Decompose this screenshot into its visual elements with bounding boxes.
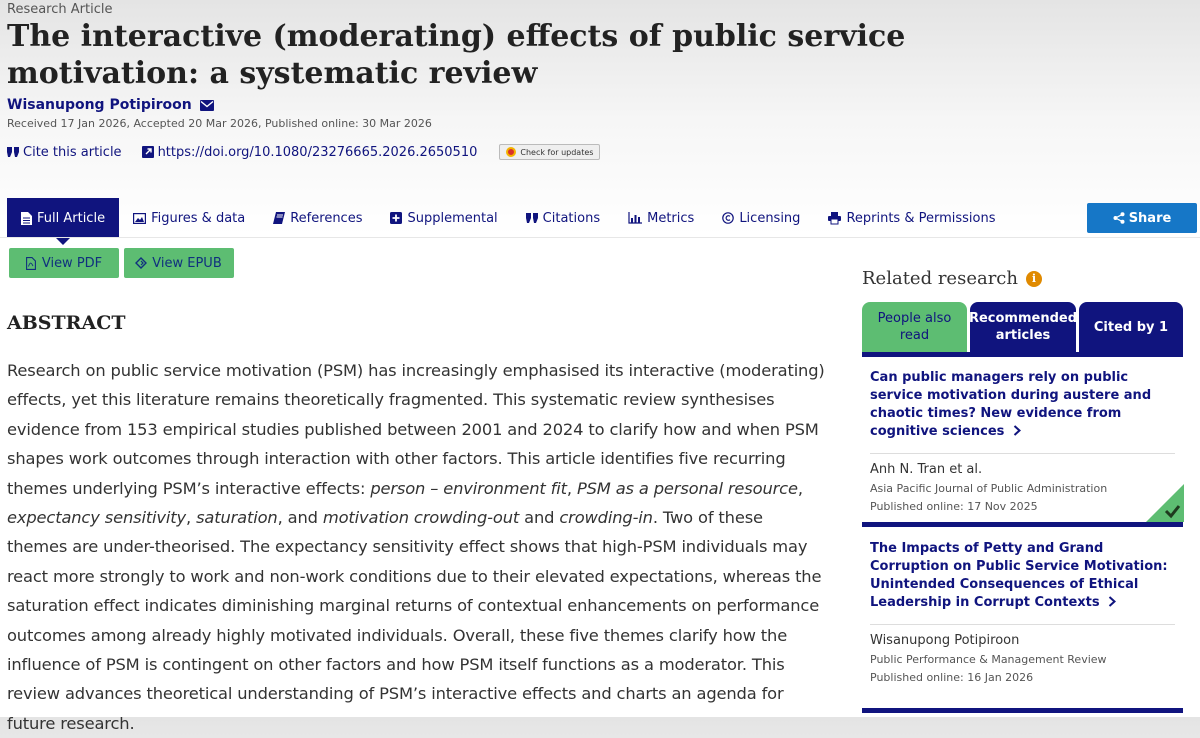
article-title: The interactive (moderating) effects of public service motivation: a systematic review [7,19,906,91]
tab-references[interactable] [259,198,376,238]
abstract-theme: expectancy sensitivity [7,508,187,528]
doi-text: https://doi.org/10.1080/23276665.2026.2650510 [157,144,478,160]
share-button[interactable] [1087,203,1197,233]
abstract-theme: motivation crowding-out [322,508,520,528]
tab-licensing[interactable] [708,198,814,238]
publication-dates: Received 17 Jan 2026, Accepted 20 Mar 2026, Published online: 30 Mar 2026 [7,117,432,130]
related-article-journal: Asia Pacific Journal of Public Administration [870,482,1108,495]
doi-link[interactable] [142,145,478,160]
printer-icon [828,212,841,224]
view-pdf-label: View PDF [41,255,103,271]
tab-reprints-permissions[interactable] [814,198,1009,238]
abstract-text [7,356,827,738]
abstract-theme: crowding-in [559,508,653,528]
quote-icon [526,213,538,223]
mail-icon[interactable] [200,100,214,111]
abstract-sep: , [797,478,803,498]
related-article-author: Anh N. Tran et al. [870,462,983,477]
author-link[interactable]: Wisanupong Potipiroon [7,97,192,113]
epub-icon [136,258,146,268]
read-check-icon [1146,484,1184,522]
abstract-theme: saturation [196,508,278,528]
related-article-card [862,540,1183,684]
related-article-date: Published online: 17 Nov 2025 [870,500,1038,513]
tab-figures-data[interactable] [119,198,259,238]
cite-label: Cite this article [23,144,122,160]
related-article-card [862,369,1183,513]
meta-row [7,144,600,160]
abstract-sep: , [186,508,197,528]
image-icon [133,213,146,224]
tab-label: References [290,210,363,226]
info-icon[interactable]: i [1026,271,1042,287]
card-rule [862,708,1183,713]
related-article-title[interactable]: Can public managers rely on public service motivation during austere and chaotic times? New evidence from cognitive sciences [870,370,1152,439]
view-epub-button[interactable] [124,248,234,278]
related-article-title[interactable]: The Impacts of Petty and Grand Corruption on Public Service Motivation: Unintended Consequences of Ethical Leadership in Corrupt Contexts [870,541,1168,610]
related-research-heading [862,268,1042,289]
tab-label: Licensing [739,210,801,226]
chevron-right-icon [1108,596,1117,607]
abstract-sep: and [519,508,560,528]
share-icon [1113,212,1125,224]
share-label: Share [1128,210,1172,226]
view-epub-label: View EPUB [152,255,222,271]
related-article-author: Wisanupong Potipiroon [870,633,1020,648]
tab-cited-by[interactable]: Cited by 1 [1079,302,1183,352]
abstract-theme: PSM as a personal resource [576,478,798,498]
document-icon [21,212,32,225]
quote-icon [7,147,19,157]
abstract-part: . Two of these themes are under-theorised. The expectancy sensitivity effect shows that high-PSM individuals may react more strongly to work and non-work conditions due to their elevated expectations, whereas the saturation effect indicates diminishing marginal returns of contextual enhancements on performance outcomes among already highly motivated individuals. Overall, these five themes clarify how the influence of PSM is contingent on other factors and how PSM itself functions as a moderator. This review advances theoretical understanding of PSM’s interactive effects and charts an agenda for future research. [7,508,822,733]
abstract-part: Research on public service motivation (PSM) has increasingly emphasised its interactive (moderating) effects, yet this literature remains theoretically fragmented. This systematic review synthesises evidence from 153 empirical studies published between 2001 and 2024 to clarify how and when PSM shapes work outcomes through interaction with other factors. This article identifies five recurring themes underlying PSM’s interactive effects: [7,361,825,498]
check-for-updates-button[interactable] [499,144,600,160]
abstract-heading: ABSTRACT [7,312,126,334]
view-pdf-button[interactable] [9,248,119,278]
cite-this-article-link[interactable] [7,145,122,160]
tab-label: Full Article [37,210,106,226]
book-icon [273,212,285,224]
tab-label: Reprints & Permissions [846,210,996,226]
tab-citations[interactable] [512,198,614,238]
external-link-icon [142,146,154,158]
tab-people-also-read[interactable]: People also read [862,302,967,352]
article-header [0,0,1200,196]
tab-metrics[interactable] [614,198,708,238]
chevron-right-icon [1013,425,1022,436]
plus-square-icon [390,212,402,224]
article-tabs [7,198,1010,238]
related-tabs [862,302,1183,352]
tab-label: Supplemental [407,210,498,226]
copyright-icon [722,212,734,224]
card-divider [870,624,1175,625]
download-buttons [9,248,234,278]
tab-full-article[interactable] [7,198,119,238]
tab-label: Metrics [647,210,695,226]
abstract-sep: , and [277,508,323,528]
card-rule [862,522,1183,527]
related-article-date: Published online: 16 Jan 2026 [870,671,1034,684]
related-article-journal: Public Performance & Management Review [870,653,1107,666]
tab-label: Citations [542,210,601,226]
article-type: Research Article [7,2,113,17]
tab-label: Figures & data [151,210,246,226]
tab-supplemental[interactable] [376,198,511,238]
bar-chart-icon [628,212,642,224]
abstract-theme: person – environment fit [370,478,567,498]
tab-divider [0,237,1200,238]
author-row [7,97,214,113]
pdf-file-icon [26,257,36,270]
tab-recommended-articles[interactable]: Recommended articles [970,302,1076,352]
check-updates-label: Check for updates [520,147,594,157]
card-divider [870,453,1175,454]
related-heading-text: Related research [862,268,1018,289]
related-list-top-rule [862,352,1183,357]
crossmark-icon [506,147,516,157]
abstract-sep: , [566,478,577,498]
